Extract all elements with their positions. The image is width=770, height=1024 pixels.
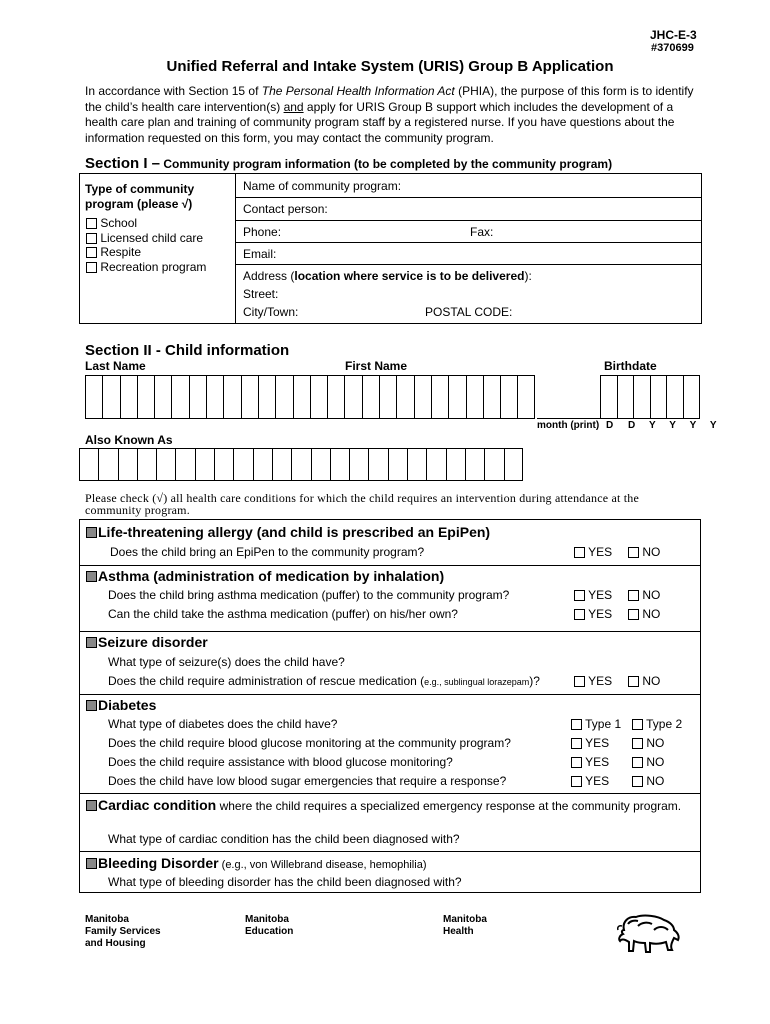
school-checkbox[interactable] (86, 218, 97, 229)
allergy-condition[interactable]: Life-threatening allergy (and child is prescribed an EpiPen) (86, 524, 490, 540)
email-field[interactable]: Email: (243, 247, 277, 261)
name-letter-box[interactable] (310, 375, 327, 419)
form-number: #370699 (651, 42, 694, 54)
no-checkbox[interactable] (632, 757, 643, 768)
seizure-condition[interactable]: Seizure disorder (86, 634, 208, 650)
no-checkbox[interactable] (628, 547, 639, 558)
aka-letter-box[interactable] (330, 448, 349, 481)
bleeding-checkbox[interactable] (86, 858, 97, 869)
diabetes-question-1: What type of diabetes does the child have? (108, 717, 338, 731)
address-label: Address (location where service is to be delivered): (243, 269, 532, 283)
seizure-checkbox[interactable] (86, 637, 97, 648)
allergy-q1-no[interactable]: NO (628, 545, 660, 559)
diabetes-type1[interactable]: Type 1 (571, 717, 621, 731)
also-known-as-grid[interactable] (79, 448, 523, 481)
yes-checkbox[interactable] (574, 547, 585, 558)
asthma-q1-yes[interactable]: YES (574, 588, 612, 602)
program-type-options (86, 216, 206, 274)
phone-field[interactable]: Phone: (243, 225, 282, 239)
aka-letter-box[interactable] (98, 448, 117, 481)
recreation-checkbox[interactable] (86, 262, 97, 273)
name-letter-box[interactable] (154, 375, 171, 419)
asthma-q2-no[interactable]: NO (628, 607, 660, 621)
diabetes-condition[interactable]: Diabetes (86, 697, 156, 713)
diabetes-q3-yes[interactable]: YES (571, 755, 609, 769)
name-letter-box[interactable] (189, 375, 206, 419)
seizure-question-1: What type of seizure(s) does the child have? (108, 655, 345, 669)
name-letter-box[interactable] (362, 375, 379, 419)
diabetes-q3-no[interactable]: NO (632, 755, 664, 769)
diabetes-question-3: Does the child require assistance with blood glucose monitoring? (108, 755, 453, 769)
program-name-field[interactable]: Name of community program: (243, 179, 402, 193)
birthdate-digit-box[interactable] (617, 375, 634, 419)
asthma-checkbox[interactable] (86, 571, 97, 582)
option-school[interactable]: School (86, 216, 206, 231)
name-letter-box[interactable] (223, 375, 240, 419)
instruction-text: Please check (√) all health care conditions for which the child requires an intervention during attendance at the community program. (85, 491, 639, 517)
seizure-question-2: Does the child require administration of rescue medication (e.g., sublingual lorazepam)? (108, 674, 540, 688)
name-letter-box[interactable] (258, 375, 275, 419)
name-letter-box[interactable] (396, 375, 413, 419)
aka-letter-box[interactable] (426, 448, 445, 481)
allergy-checkbox[interactable] (86, 527, 97, 538)
birthdate-digit-box[interactable] (666, 375, 683, 419)
type2-checkbox[interactable] (632, 719, 643, 730)
aka-letter-box[interactable] (253, 448, 272, 481)
aka-letter-box[interactable] (349, 448, 368, 481)
yes-checkbox[interactable] (574, 590, 585, 601)
yes-checkbox[interactable] (574, 609, 585, 620)
yes-checkbox[interactable] (574, 676, 585, 687)
no-checkbox[interactable] (628, 676, 639, 687)
name-letter-box[interactable] (206, 375, 223, 419)
diabetes-q4-yes[interactable]: YES (571, 774, 609, 788)
postal-code-field[interactable]: POSTAL CODE: (425, 305, 513, 319)
street-field[interactable]: Street: (243, 287, 279, 301)
aka-letter-box[interactable] (118, 448, 137, 481)
birthdate-digit-box[interactable] (683, 375, 700, 419)
allergy-question-1: Does the child bring an EpiPen to the community program? (110, 545, 425, 559)
child-name-grid[interactable] (85, 375, 535, 419)
name-letter-box[interactable] (171, 375, 188, 419)
no-checkbox[interactable] (628, 609, 639, 620)
program-type-label: Type of community program (please √) (85, 182, 195, 211)
also-known-as-label: Also Known As (85, 433, 173, 447)
aka-letter-box[interactable] (484, 448, 503, 481)
aka-letter-box[interactable] (311, 448, 330, 481)
aka-letter-box[interactable] (504, 448, 523, 481)
aka-letter-box[interactable] (233, 448, 252, 481)
name-letter-box[interactable] (137, 375, 154, 419)
name-letter-box[interactable] (327, 375, 344, 419)
asthma-q2-yes[interactable]: YES (574, 607, 612, 621)
aka-letter-box[interactable] (446, 448, 465, 481)
form-code: JHC-E-3 (650, 28, 697, 42)
name-letter-box[interactable] (275, 375, 292, 419)
no-checkbox[interactable] (632, 776, 643, 787)
option-respite[interactable]: Respite (86, 245, 206, 260)
birthdate-label: Birthdate (604, 359, 657, 373)
footer-org-education: Manitoba Education (245, 914, 294, 937)
name-letter-box[interactable] (414, 375, 431, 419)
name-letter-box[interactable] (431, 375, 448, 419)
name-letter-box[interactable] (344, 375, 361, 419)
aka-letter-box[interactable] (137, 448, 156, 481)
licensed-child-care-checkbox[interactable] (86, 233, 97, 244)
diabetes-q4-no[interactable]: NO (632, 774, 664, 788)
name-letter-box[interactable] (102, 375, 119, 419)
footer-org-health: Manitoba Health (443, 914, 487, 937)
name-letter-box[interactable] (448, 375, 465, 419)
yes-checkbox[interactable] (571, 776, 582, 787)
name-letter-box[interactable] (85, 375, 102, 419)
name-letter-box[interactable] (500, 375, 517, 419)
name-letter-box[interactable] (293, 375, 310, 419)
name-letter-box[interactable] (120, 375, 137, 419)
asthma-question-2: Can the child take the asthma medication (puffer) on his/her own? (108, 607, 458, 621)
footer-org-family-services: Manitoba Family Services and Housing (85, 914, 161, 949)
name-letter-box[interactable] (379, 375, 396, 419)
diabetes-q2-no[interactable]: NO (632, 736, 664, 750)
asthma-condition[interactable]: Asthma (administration of medication by inhalation) (86, 568, 444, 584)
name-letter-box[interactable] (466, 375, 483, 419)
aka-letter-box[interactable] (214, 448, 233, 481)
aka-letter-box[interactable] (407, 448, 426, 481)
aka-letter-box[interactable] (272, 448, 291, 481)
aka-letter-box[interactable] (368, 448, 387, 481)
contact-person-field[interactable]: Contact person: (243, 202, 328, 216)
cardiac-question-1: What type of cardiac condition has the child been diagnosed with? (108, 832, 460, 846)
aka-letter-box[interactable] (388, 448, 407, 481)
name-letter-box[interactable] (241, 375, 258, 419)
section2-heading: Section II - Child information (85, 342, 290, 359)
bleeding-question-1: What type of bleeding disorder has the child been diagnosed with? (108, 875, 462, 889)
section1-heading: Section I – Community program information (to be completed by the community program) (85, 155, 613, 172)
no-checkbox[interactable] (628, 590, 639, 601)
aka-letter-box[interactable] (195, 448, 214, 481)
seizure-q2-no[interactable]: NO (628, 674, 660, 688)
cardiac-condition[interactable]: Cardiac condition where the child requires a specialized emergency response at the community program. (86, 797, 686, 814)
seizure-q2-yes[interactable]: YES (574, 674, 612, 688)
bleeding-condition[interactable]: Bleeding Disorder (e.g., von Willebrand disease, hemophilia) (86, 855, 426, 871)
aka-letter-box[interactable] (79, 448, 98, 481)
cardiac-checkbox[interactable] (86, 800, 97, 811)
asthma-question-1: Does the child bring asthma medication (puffer) to the community program? (108, 588, 510, 602)
type1-checkbox[interactable] (571, 719, 582, 730)
birthdate-digit-box[interactable] (600, 375, 617, 419)
option-recreation[interactable]: Recreation program (86, 260, 206, 275)
option-licensed-child-care[interactable]: Licensed child care (86, 231, 206, 246)
no-checkbox[interactable] (632, 738, 643, 749)
last-name-label: Last Name (85, 359, 146, 373)
asthma-q1-no[interactable]: NO (628, 588, 660, 602)
yes-checkbox[interactable] (571, 738, 582, 749)
diabetes-checkbox[interactable] (86, 700, 97, 711)
date-format-row: month (print) D D Y Y Y Y (537, 420, 717, 431)
diabetes-q2-yes[interactable]: YES (571, 736, 609, 750)
diabetes-question-4: Does the child have low blood sugar emergencies that require a response? (108, 774, 507, 788)
name-letter-box[interactable] (517, 375, 534, 419)
aka-letter-box[interactable] (156, 448, 175, 481)
respite-checkbox[interactable] (86, 247, 97, 258)
first-name-label: First Name (345, 359, 408, 373)
diabetes-type2[interactable]: Type 2 (632, 717, 682, 731)
yes-checkbox[interactable] (571, 757, 582, 768)
name-letter-box[interactable] (483, 375, 500, 419)
allergy-q1-yes[interactable]: YES (574, 545, 612, 559)
birthdate-grid[interactable] (600, 375, 700, 419)
birthdate-digit-box[interactable] (633, 375, 650, 419)
city-field[interactable]: City/Town: (243, 305, 299, 319)
manitoba-bison-logo (614, 908, 684, 958)
aka-letter-box[interactable] (291, 448, 310, 481)
diabetes-question-2: Does the child require blood glucose monitoring at the community program? (108, 736, 511, 750)
intro-paragraph: In accordance with Section 15 of The Personal Health Information Act (PHIA), the purpose of this form is to identify the child’s health care intervention(s) and apply for URIS Group B support which includes the development of a health care plan and training of community program staff by a registered nurse. If you have questions about the information requested on this form, you may contact the community program. (85, 84, 694, 145)
aka-letter-box[interactable] (175, 448, 194, 481)
birthdate-digit-box[interactable] (650, 375, 667, 419)
fax-field[interactable]: Fax: (470, 225, 494, 239)
aka-letter-box[interactable] (465, 448, 484, 481)
page-title: Unified Referral and Intake System (URIS) Group B Application (166, 58, 614, 75)
